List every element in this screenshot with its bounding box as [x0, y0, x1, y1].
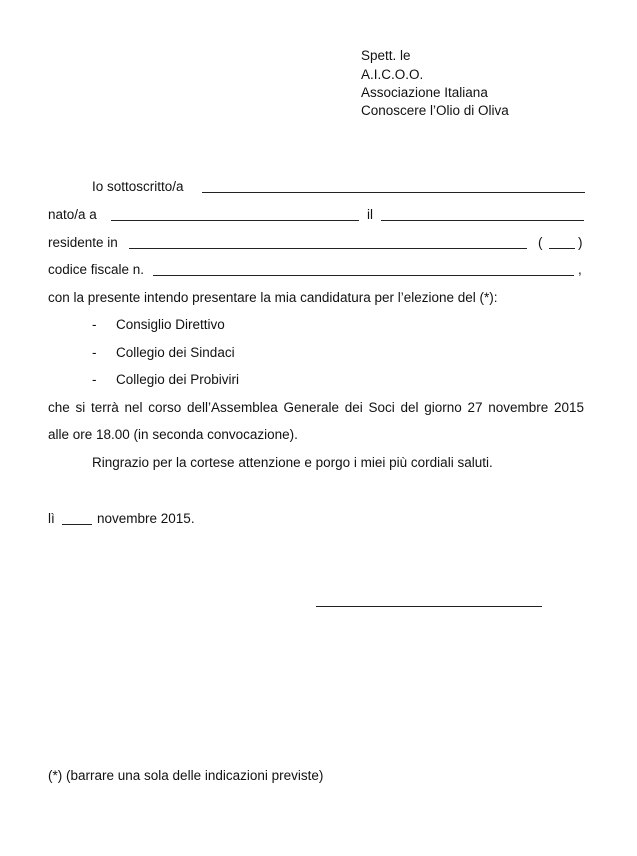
option-consiglio-direttivo[interactable]: Consiglio Direttivo [116, 317, 225, 332]
option-bullet: - [92, 372, 97, 387]
option-bullet: - [92, 345, 97, 360]
recipient-line-2: A.I.C.O.O. [361, 67, 424, 82]
recipient-line-3: Associazione Italiana [361, 85, 488, 100]
born-date-label: il [367, 207, 373, 222]
tax-code-field[interactable] [153, 275, 574, 276]
residence-label: residente in [48, 235, 118, 250]
province-field[interactable] [549, 248, 575, 249]
recipient-line-1: Spett. le [361, 48, 411, 63]
candidacy-intro: con la presente intendo presentare la mia candidatura per l’elezione del (*): [48, 290, 498, 305]
meeting-line-1: che si terrà nel corso dell’Assemblea Generale dei Soci del giorno 27 novembre 2015 [48, 400, 584, 415]
tax-code-trailer: , [578, 262, 582, 277]
option-collegio-probiviri[interactable]: Collegio dei Probiviri [116, 372, 240, 387]
date-suffix: novembre 2015. [97, 511, 195, 526]
footnote: (*) (barrare una sola delle indicazioni previste) [48, 768, 324, 783]
option-bullet: - [92, 317, 97, 332]
undersigned-label: Io sottoscritto/a [92, 179, 184, 194]
closing-greeting: Ringrazio per la cortese attenzione e porgo i miei più cordiali saluti. [92, 455, 493, 470]
born-date-field[interactable] [381, 220, 584, 221]
residence-field[interactable] [129, 248, 527, 249]
tax-code-label: codice fiscale n. [48, 262, 145, 277]
province-open-paren: ( [538, 235, 543, 250]
born-place-label: nato/a a [48, 207, 97, 222]
signature-field[interactable] [316, 606, 542, 607]
born-place-field[interactable] [111, 220, 359, 221]
recipient-line-4: Conoscere l’Olio di Oliva [361, 103, 509, 118]
province-close-paren: ) [578, 235, 583, 250]
option-collegio-sindaci[interactable]: Collegio dei Sindaci [116, 345, 235, 360]
date-day-field[interactable] [62, 524, 92, 525]
meeting-line-2: alle ore 18.00 (in seconda convocazione). [48, 427, 298, 442]
date-prefix: lì [48, 511, 55, 526]
undersigned-name-field[interactable] [202, 192, 585, 193]
